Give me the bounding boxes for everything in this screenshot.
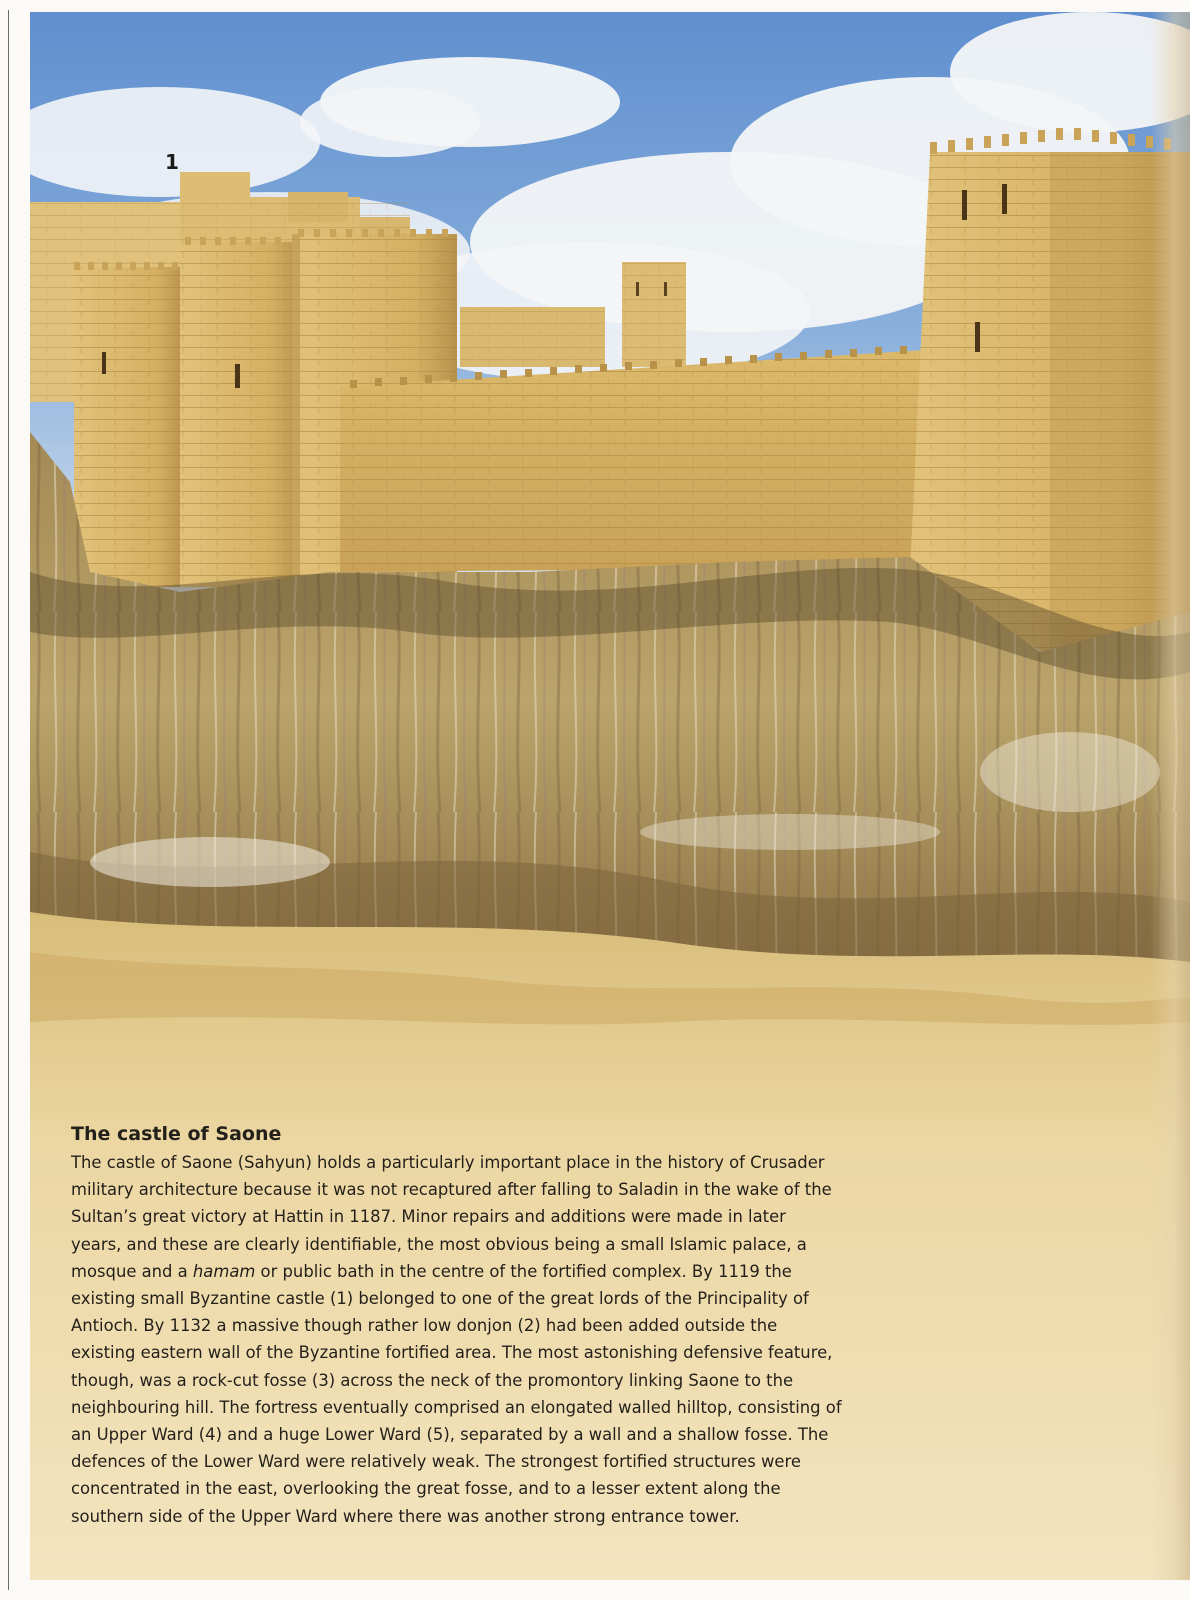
caption-line: years, and these are clearly identifiable, the most obvious being a small Islamic palace, a <box>71 1234 807 1254</box>
caption-text: mosque and a <box>71 1261 193 1281</box>
page-edge-rule <box>8 10 9 1590</box>
caption-text: or public bath in the centre of the fortified complex. By 1119 the <box>255 1261 792 1281</box>
caption-line: southern side of the Upper Ward where there was another strong entrance tower. <box>71 1506 740 1526</box>
callout-number-1: 1 <box>165 150 179 174</box>
caption-line <box>71 1258 901 1285</box>
caption-line: though, was a rock-cut fosse (3) across the neck of the promontory linking Saone to the <box>71 1370 794 1390</box>
binding-gutter-shadow <box>1150 12 1190 1580</box>
east-tower <box>910 128 1190 652</box>
caption-block <box>71 1122 901 1530</box>
curtain-wall <box>340 346 925 572</box>
caption-line: The castle of Saone (Sahyun) holds a particularly important place in the history of Crusader <box>71 1153 825 1172</box>
caption-line: Antioch. By 1132 a massive though rather low donjon (2) had been added outside the <box>71 1316 778 1336</box>
caption-line: military architecture because it was not recaptured after falling to Saladin in the wake of the <box>71 1180 832 1200</box>
caption-line: defences of the Lower Ward were relatively weak. The strongest fortified structures were <box>71 1452 801 1472</box>
caption-title: The castle of Saone <box>71 1123 282 1145</box>
caption-line: Sultan’s great victory at Hattin in 1187. Minor repairs and additions were made in later <box>71 1207 786 1227</box>
caption-line: an Upper Ward (4) and a huge Lower Ward (5), separated by a wall and a shallow fosse. The <box>71 1425 829 1445</box>
caption-italic-term: hamam <box>192 1261 256 1281</box>
caption-line: concentrated in the east, overlooking the great fosse, and to a lesser extent along the <box>71 1479 781 1499</box>
caption-line: existing eastern wall of the Byzantine fortified area. The most astonishing defensive feature, <box>71 1343 833 1363</box>
caption-line: neighbouring hill. The fortress eventually comprised an elongated walled hilltop, consisting of <box>71 1397 842 1417</box>
caption-line: existing small Byzantine castle (1) belonged to one of the great lords of the Principality of <box>71 1289 809 1309</box>
